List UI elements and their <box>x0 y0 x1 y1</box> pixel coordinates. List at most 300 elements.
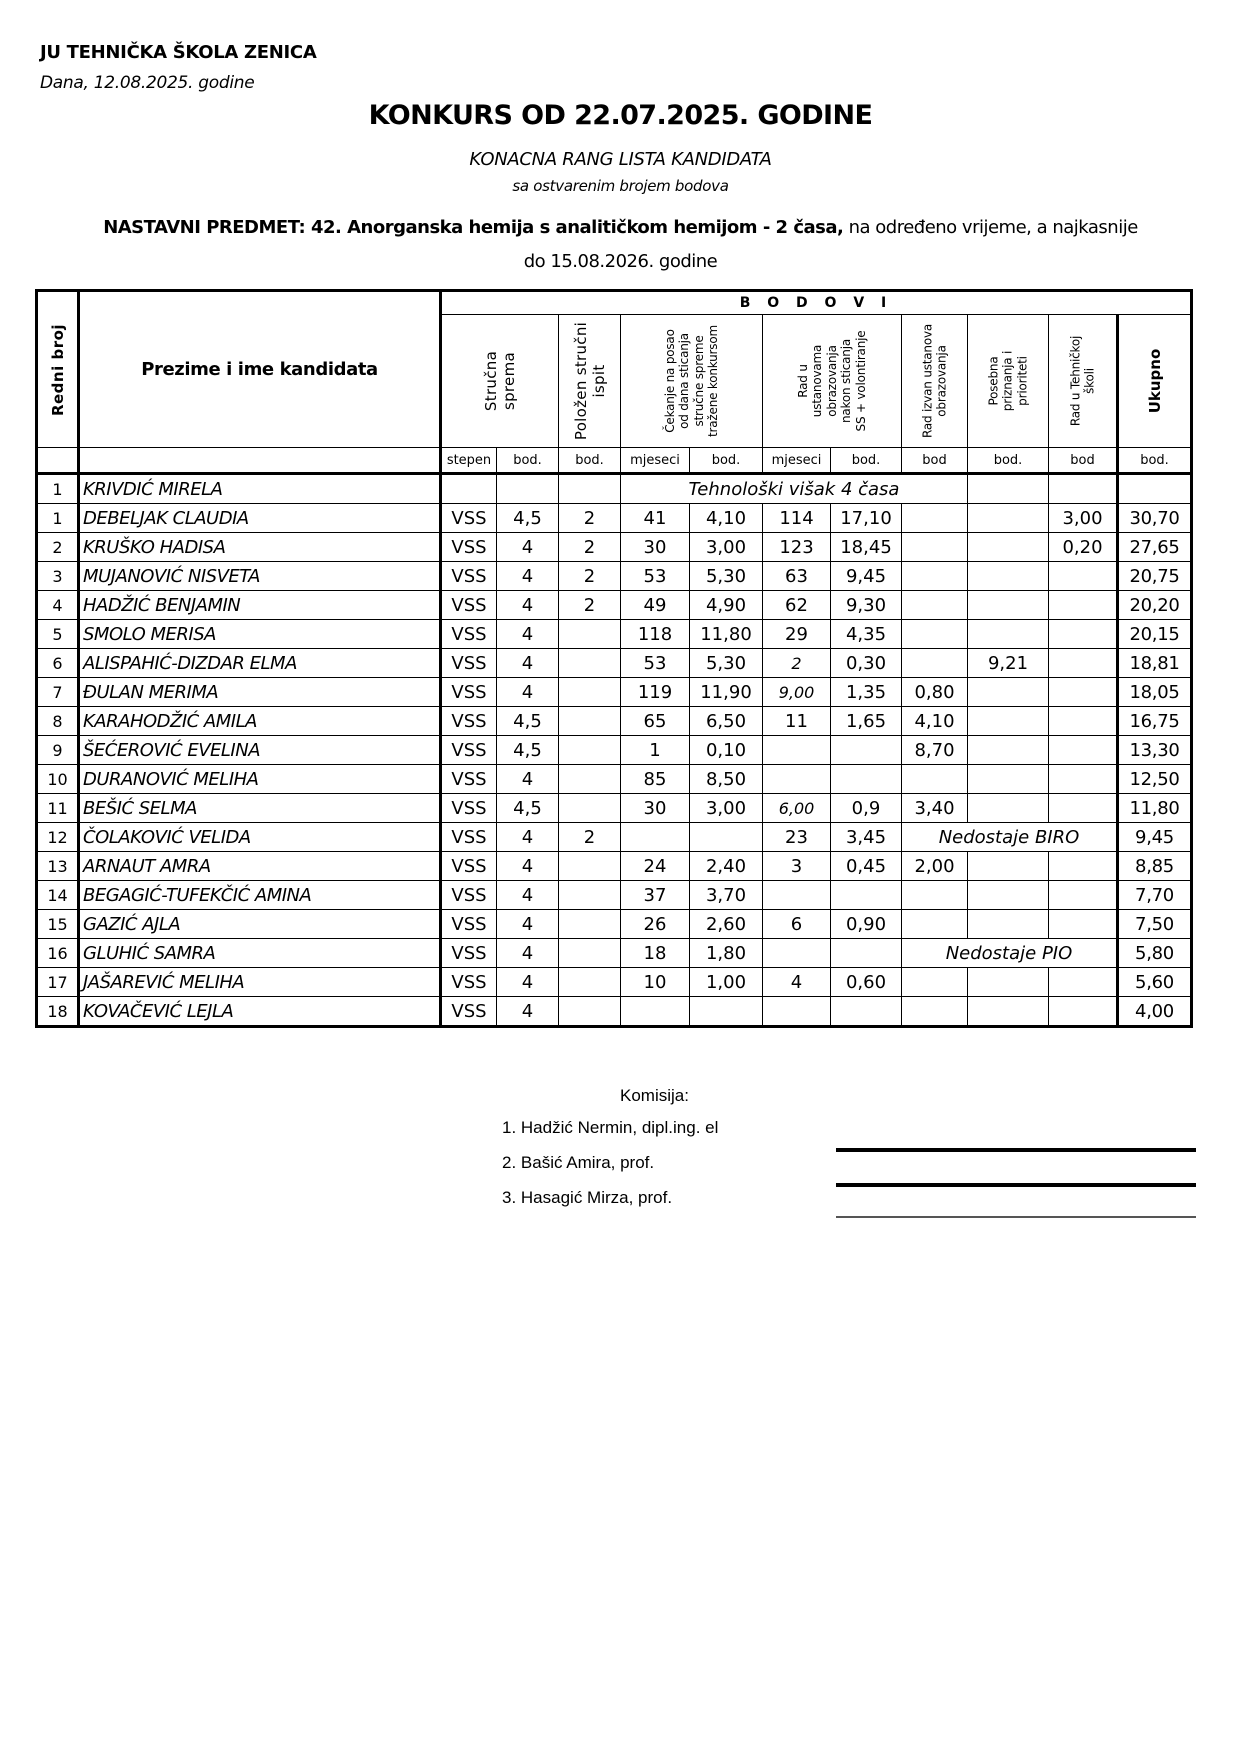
cell-rad-izvan <box>902 562 968 591</box>
cell-ukupno: 8,85 <box>1118 852 1192 881</box>
h-izv-text: Rad izvan ustanova obrazovanja <box>920 324 949 439</box>
cell-ukupno: 7,70 <box>1118 881 1192 910</box>
cell-rad-bod <box>831 881 902 910</box>
signature-line <box>836 1183 1196 1187</box>
header-name: Prezime i ime kandidata <box>79 291 441 448</box>
cell-ss-bod: 4 <box>497 620 559 649</box>
cell-stepen: VSS <box>441 620 497 649</box>
cell-rad-bod: 9,45 <box>831 562 902 591</box>
cell-ukupno: 13,30 <box>1118 736 1192 765</box>
cell-ispit <box>559 794 621 823</box>
table-row <box>37 649 1192 678</box>
cell-rb: 3 <box>37 562 79 591</box>
cell-ss-bod: 4 <box>497 997 559 1027</box>
header-bodovi: B O D O V I <box>441 291 1192 315</box>
cell-posebna <box>968 765 1049 794</box>
h-teh-text: Rad u Tehničkoj školi <box>1068 335 1097 427</box>
cell-note: Nedostaje PIO <box>902 939 1118 968</box>
units-empty <box>79 448 441 474</box>
unit-label: bod. <box>690 448 763 474</box>
cell-rad-izvan <box>902 910 968 939</box>
cell-rad-izvan: 2,00 <box>902 852 968 881</box>
cell-rb: 15 <box>37 910 79 939</box>
cell-rad-izvan <box>902 620 968 649</box>
cell-name: KRUŠKO HADISA <box>79 533 441 562</box>
cell-rad-tehnicka <box>1049 649 1118 678</box>
document-title: KONKURS OD 22.07.2025. GODINE <box>368 100 873 131</box>
cell-name: KRIVDIĆ MIRELA <box>79 474 441 504</box>
cell-rb: 10 <box>37 765 79 794</box>
cell-posebna <box>968 591 1049 620</box>
cell-cekanje-bod: 1,00 <box>690 968 763 997</box>
unit-label: bod <box>1049 448 1118 474</box>
cell-ukupno: 16,75 <box>1118 707 1192 736</box>
header-ukupno: Ukupno <box>1118 315 1192 448</box>
cell-name: DURANOVIĆ MELIHA <box>79 765 441 794</box>
cell-posebna <box>968 794 1049 823</box>
cell-rad-mjeseci: 2 <box>763 649 831 678</box>
table-row <box>37 794 1192 823</box>
cell-rad-izvan: 3,40 <box>902 794 968 823</box>
table-row <box>37 910 1192 939</box>
cell-cekanje-mjeseci: 30 <box>621 794 690 823</box>
cell-ispit <box>559 707 621 736</box>
table-row <box>37 591 1192 620</box>
cell-rb: 5 <box>37 620 79 649</box>
cell-rad-tehnicka <box>1049 968 1118 997</box>
cell-rad-bod: 0,60 <box>831 968 902 997</box>
commission-member: 3. Hasagić Mirza, prof. <box>502 1188 673 1207</box>
cell-rad-izvan <box>902 649 968 678</box>
cell-stepen: VSS <box>441 823 497 852</box>
cell-rb: 1 <box>37 474 79 504</box>
cell-posebna <box>968 736 1049 765</box>
cell-cekanje-mjeseci: 53 <box>621 649 690 678</box>
cell-cekanje-mjeseci: 24 <box>621 852 690 881</box>
cell-rb: 7 <box>37 678 79 707</box>
cell-cekanje-mjeseci: 53 <box>621 562 690 591</box>
cell-rad-izvan <box>902 968 968 997</box>
cell-stepen: VSS <box>441 997 497 1027</box>
cell-rad-mjeseci: 63 <box>763 562 831 591</box>
cell-stepen: VSS <box>441 881 497 910</box>
cell-rb: 17 <box>37 968 79 997</box>
cell-empty <box>559 474 621 504</box>
table-row <box>37 736 1192 765</box>
cell-ukupno: 11,80 <box>1118 794 1192 823</box>
cell-stepen: VSS <box>441 765 497 794</box>
unit-label: stepen <box>441 448 497 474</box>
cell-rad-mjeseci: 62 <box>763 591 831 620</box>
cell-empty <box>1118 474 1192 504</box>
cell-ispit <box>559 678 621 707</box>
cell-name: GAZIĆ AJLA <box>79 910 441 939</box>
cell-cekanje-bod: 3,00 <box>690 794 763 823</box>
cell-rad-tehnicka <box>1049 852 1118 881</box>
cell-rad-bod: 0,9 <box>831 794 902 823</box>
table-row <box>37 504 1192 533</box>
commission-label: Komisija: <box>620 1086 689 1105</box>
cell-rad-bod: 3,45 <box>831 823 902 852</box>
cell-ispit: 2 <box>559 823 621 852</box>
cell-cekanje-bod: 4,90 <box>690 591 763 620</box>
cell-ukupno: 12,50 <box>1118 765 1192 794</box>
cell-ispit <box>559 620 621 649</box>
cell-rb: 6 <box>37 649 79 678</box>
cell-rad-mjeseci <box>763 736 831 765</box>
cell-name: ĐULAN MERIMA <box>79 678 441 707</box>
table-row <box>37 707 1192 736</box>
cell-posebna <box>968 910 1049 939</box>
cell-cekanje-mjeseci: 65 <box>621 707 690 736</box>
cell-rad-bod: 18,45 <box>831 533 902 562</box>
h-rad-text: Rad u ustanovama obrazovanja nakon sticanja SS + volontiranje <box>796 330 868 432</box>
header-rad-tehnicka <box>1049 315 1118 448</box>
cell-rad-bod: 17,10 <box>831 504 902 533</box>
cell-rad-mjeseci: 3 <box>763 852 831 881</box>
cell-ss-bod: 4,5 <box>497 736 559 765</box>
cell-ss-bod: 4 <box>497 968 559 997</box>
cell-ss-bod: 4,5 <box>497 504 559 533</box>
cell-rad-bod: 1,65 <box>831 707 902 736</box>
cell-cekanje-mjeseci <box>621 823 690 852</box>
cell-ss-bod: 4 <box>497 765 559 794</box>
cell-rad-mjeseci <box>763 881 831 910</box>
unit-label: bod. <box>559 448 621 474</box>
cell-cekanje-mjeseci: 49 <box>621 591 690 620</box>
cell-name: HADŽIĆ BENJAMIN <box>79 591 441 620</box>
cell-ss-bod: 4 <box>497 678 559 707</box>
table-row <box>37 533 1192 562</box>
cell-posebna <box>968 852 1049 881</box>
cell-cekanje-bod: 2,60 <box>690 910 763 939</box>
cell-empty <box>497 474 559 504</box>
cell-rb: 11 <box>37 794 79 823</box>
cell-cekanje-mjeseci: 37 <box>621 881 690 910</box>
cell-rad-tehnicka: 3,00 <box>1049 504 1118 533</box>
cell-rad-izvan <box>902 881 968 910</box>
cell-ispit: 2 <box>559 504 621 533</box>
unit-label: bod. <box>497 448 559 474</box>
cell-name: BEGAGIĆ-TUFEKČIĆ AMINA <box>79 881 441 910</box>
table-row <box>37 620 1192 649</box>
cell-ukupno: 9,45 <box>1118 823 1192 852</box>
cell-note: Tehnološki višak 4 časa <box>621 474 968 504</box>
cell-rad-izvan <box>902 591 968 620</box>
cell-rad-bod: 9,30 <box>831 591 902 620</box>
cell-rb: 4 <box>37 591 79 620</box>
school-name: JU TEHNIČKA ŠKOLA ZENICA <box>40 42 317 63</box>
table-row <box>37 881 1192 910</box>
cell-rad-bod <box>831 997 902 1027</box>
cell-rad-tehnicka <box>1049 562 1118 591</box>
cell-cekanje-mjeseci: 30 <box>621 533 690 562</box>
cell-rad-mjeseci <box>763 939 831 968</box>
document-subtitle-2: sa ostvarenim brojem bodova <box>512 177 729 195</box>
table-row-special <box>37 474 1192 504</box>
subject-line <box>0 217 1241 238</box>
cell-ukupno: 5,80 <box>1118 939 1192 968</box>
cell-ukupno: 30,70 <box>1118 504 1192 533</box>
cell-cekanje-mjeseci: 41 <box>621 504 690 533</box>
cell-rb: 12 <box>37 823 79 852</box>
cell-rad-izvan <box>902 533 968 562</box>
table-body <box>37 474 1192 1027</box>
header-polozen-ispit <box>559 315 621 448</box>
cell-rad-mjeseci <box>763 765 831 794</box>
table-row <box>37 678 1192 707</box>
cell-rb: 18 <box>37 997 79 1027</box>
cell-cekanje-bod: 1,80 <box>690 939 763 968</box>
cell-cekanje-mjeseci: 118 <box>621 620 690 649</box>
cell-rad-tehnicka <box>1049 765 1118 794</box>
cell-rad-mjeseci: 123 <box>763 533 831 562</box>
cell-cekanje-bod <box>690 823 763 852</box>
cell-rad-bod <box>831 736 902 765</box>
cell-stepen: VSS <box>441 678 497 707</box>
cell-rb: 8 <box>37 707 79 736</box>
cell-stepen: VSS <box>441 852 497 881</box>
cell-stepen: VSS <box>441 968 497 997</box>
cell-rad-bod <box>831 765 902 794</box>
cell-ispit: 2 <box>559 591 621 620</box>
cell-rb: 14 <box>37 881 79 910</box>
cell-name: ALISPAHIĆ-DIZDAR ELMA <box>79 649 441 678</box>
cell-rad-mjeseci: 9,00 <box>763 678 831 707</box>
cell-cekanje-mjeseci <box>621 997 690 1027</box>
units-empty <box>37 448 79 474</box>
units-row <box>37 448 1192 474</box>
cell-cekanje-bod: 3,70 <box>690 881 763 910</box>
cell-cekanje-bod: 8,50 <box>690 765 763 794</box>
cell-cekanje-bod: 6,50 <box>690 707 763 736</box>
cell-stepen: VSS <box>441 649 497 678</box>
cell-cekanje-mjeseci: 26 <box>621 910 690 939</box>
cell-ispit: 2 <box>559 533 621 562</box>
cell-ispit: 2 <box>559 562 621 591</box>
subject-bold: NASTAVNI PREDMET: 42. Anorganska hemija s analitičkom hemijom - 2 časa, <box>103 217 844 238</box>
cell-rb: 1 <box>37 504 79 533</box>
cell-rad-mjeseci: 29 <box>763 620 831 649</box>
cell-rad-izvan <box>902 997 968 1027</box>
document-subtitle: KONACNA RANG LISTA KANDIDATA <box>469 149 772 170</box>
header-rad-izvan <box>902 315 968 448</box>
cell-rad-bod: 0,45 <box>831 852 902 881</box>
cell-rad-mjeseci: 4 <box>763 968 831 997</box>
cell-ss-bod: 4 <box>497 562 559 591</box>
cell-rb: 13 <box>37 852 79 881</box>
cell-ss-bod: 4 <box>497 823 559 852</box>
table-row <box>37 852 1192 881</box>
signature-line <box>836 1216 1196 1218</box>
cell-rad-tehnicka <box>1049 707 1118 736</box>
cell-ispit <box>559 765 621 794</box>
header-rad-u-ustanovama <box>763 315 902 448</box>
cell-rad-izvan <box>902 504 968 533</box>
cell-posebna <box>968 881 1049 910</box>
cell-rad-tehnicka: 0,20 <box>1049 533 1118 562</box>
cell-rad-bod: 4,35 <box>831 620 902 649</box>
cell-ukupno: 20,15 <box>1118 620 1192 649</box>
unit-label: bod. <box>968 448 1049 474</box>
cell-rb: 16 <box>37 939 79 968</box>
cell-rad-tehnicka <box>1049 620 1118 649</box>
cell-posebna <box>968 620 1049 649</box>
cell-name: ŠEĆEROVIĆ EVELINA <box>79 736 441 765</box>
subject-rest: na određeno vrijeme, a najkasnije <box>843 217 1138 238</box>
cell-name: GLUHIĆ SAMRA <box>79 939 441 968</box>
cell-ispit <box>559 910 621 939</box>
cell-rad-izvan: 4,10 <box>902 707 968 736</box>
cell-cekanje-mjeseci: 85 <box>621 765 690 794</box>
cell-note: Nedostaje BIRO <box>902 823 1118 852</box>
cell-ss-bod: 4,5 <box>497 707 559 736</box>
cell-ss-bod: 4 <box>497 591 559 620</box>
subject-line-2: do 15.08.2026. godine <box>523 251 718 272</box>
unit-label: mjeseci <box>763 448 831 474</box>
cell-ss-bod: 4 <box>497 910 559 939</box>
cell-stepen: VSS <box>441 562 497 591</box>
cell-ispit <box>559 881 621 910</box>
cell-cekanje-bod: 0,10 <box>690 736 763 765</box>
header-cekanje <box>621 315 763 448</box>
cell-rad-mjeseci: 6 <box>763 910 831 939</box>
cell-ispit <box>559 939 621 968</box>
cell-stepen: VSS <box>441 794 497 823</box>
unit-label: bod. <box>831 448 902 474</box>
cell-rad-tehnicka <box>1049 591 1118 620</box>
cell-rb: 2 <box>37 533 79 562</box>
cell-rad-bod: 0,30 <box>831 649 902 678</box>
cell-posebna <box>968 533 1049 562</box>
table-row <box>37 562 1192 591</box>
cell-ukupno: 20,75 <box>1118 562 1192 591</box>
cell-empty <box>1049 474 1118 504</box>
cell-posebna <box>968 678 1049 707</box>
header-posebna <box>968 315 1049 448</box>
cell-ispit <box>559 997 621 1027</box>
cell-ispit <box>559 736 621 765</box>
cell-cekanje-bod: 4,10 <box>690 504 763 533</box>
table-row <box>37 968 1192 997</box>
cell-name: BEŠIĆ SELMA <box>79 794 441 823</box>
cell-ispit <box>559 968 621 997</box>
signature-line <box>836 1148 1196 1152</box>
cell-posebna <box>968 997 1049 1027</box>
table-row <box>37 939 1192 968</box>
cell-cekanje-bod: 3,00 <box>690 533 763 562</box>
document-date: Dana, 12.08.2025. godine <box>40 73 255 93</box>
cell-cekanje-mjeseci: 18 <box>621 939 690 968</box>
cell-rad-tehnicka <box>1049 678 1118 707</box>
cell-stepen: VSS <box>441 736 497 765</box>
cell-ukupno: 18,05 <box>1118 678 1192 707</box>
table-row <box>37 997 1192 1027</box>
cell-rad-tehnicka <box>1049 997 1118 1027</box>
cell-rad-mjeseci: 11 <box>763 707 831 736</box>
cell-cekanje-bod: 2,40 <box>690 852 763 881</box>
unit-label: bod <box>902 448 968 474</box>
commission-member: 1. Hadžić Nermin, dipl.ing. el <box>502 1118 719 1137</box>
cell-stepen: VSS <box>441 707 497 736</box>
cell-cekanje-mjeseci: 10 <box>621 968 690 997</box>
cell-rad-mjeseci: 114 <box>763 504 831 533</box>
cell-ukupno: 18,81 <box>1118 649 1192 678</box>
cell-ss-bod: 4,5 <box>497 794 559 823</box>
cell-rad-tehnicka <box>1049 794 1118 823</box>
cell-name: JAŠAREVIĆ MELIHA <box>79 968 441 997</box>
table-row <box>37 765 1192 794</box>
ranking-table <box>35 289 1193 1028</box>
cell-stepen: VSS <box>441 533 497 562</box>
cell-rad-tehnicka <box>1049 736 1118 765</box>
unit-label: mjeseci <box>621 448 690 474</box>
cell-rad-tehnicka <box>1049 910 1118 939</box>
cell-name: ČOLAKOVIĆ VELIDA <box>79 823 441 852</box>
cell-rad-bod <box>831 939 902 968</box>
cell-ss-bod: 4 <box>497 533 559 562</box>
cell-rad-tehnicka <box>1049 881 1118 910</box>
h-pos-text: Posebna priznanja i prioriteti <box>986 350 1030 412</box>
cell-ss-bod: 4 <box>497 939 559 968</box>
cell-posebna <box>968 562 1049 591</box>
cell-name: MUJANOVIĆ NISVETA <box>79 562 441 591</box>
cell-cekanje-bod: 11,80 <box>690 620 763 649</box>
cell-rad-izvan <box>902 765 968 794</box>
cell-cekanje-mjeseci: 1 <box>621 736 690 765</box>
cell-rb: 9 <box>37 736 79 765</box>
cell-ukupno: 4,00 <box>1118 997 1192 1027</box>
cell-ukupno: 20,20 <box>1118 591 1192 620</box>
cell-ukupno: 7,50 <box>1118 910 1192 939</box>
cell-name: SMOLO MERISA <box>79 620 441 649</box>
cell-ukupno: 27,65 <box>1118 533 1192 562</box>
cell-name: DEBELJAK CLAUDIA <box>79 504 441 533</box>
cell-posebna <box>968 968 1049 997</box>
cell-rad-mjeseci: 23 <box>763 823 831 852</box>
cell-rad-izvan: 8,70 <box>902 736 968 765</box>
cell-ukupno: 5,60 <box>1118 968 1192 997</box>
table-row <box>37 823 1192 852</box>
header-strucna-sprema <box>441 315 559 448</box>
cell-ispit <box>559 649 621 678</box>
cell-stepen: VSS <box>441 939 497 968</box>
cell-cekanje-mjeseci: 119 <box>621 678 690 707</box>
h-cek-text: Čekanje na posao od dana sticanja stručne spreme tražene konkursom <box>662 325 720 438</box>
cell-posebna: 9,21 <box>968 649 1049 678</box>
cell-rad-bod: 1,35 <box>831 678 902 707</box>
cell-name: KARAHODŽIĆ AMILA <box>79 707 441 736</box>
cell-stepen: VSS <box>441 910 497 939</box>
cell-cekanje-bod: 5,30 <box>690 562 763 591</box>
cell-stepen: VSS <box>441 504 497 533</box>
cell-stepen: VSS <box>441 591 497 620</box>
cell-empty <box>441 474 497 504</box>
cell-ss-bod: 4 <box>497 881 559 910</box>
cell-posebna <box>968 504 1049 533</box>
h-ss-text: Stručna sprema <box>482 351 518 412</box>
cell-cekanje-bod <box>690 997 763 1027</box>
cell-ispit <box>559 852 621 881</box>
cell-empty <box>968 474 1049 504</box>
header-redni-broj: Redni broj <box>37 291 79 448</box>
cell-rad-mjeseci <box>763 997 831 1027</box>
cell-name: ARNAUT AMRA <box>79 852 441 881</box>
commission-member: 2. Bašić Amira, prof. <box>502 1153 655 1172</box>
unit-label: bod. <box>1118 448 1192 474</box>
cell-rad-mjeseci: 6,00 <box>763 794 831 823</box>
cell-name: KOVAČEVIĆ LEJLA <box>79 997 441 1027</box>
